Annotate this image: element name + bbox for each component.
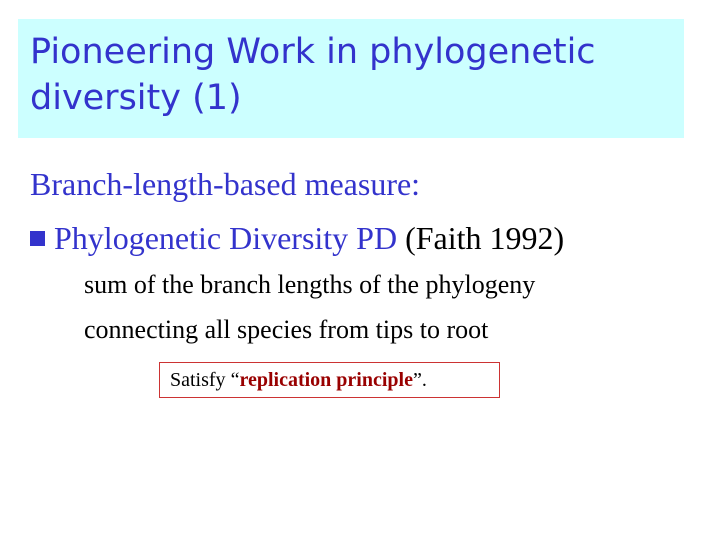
note-close-quote: ” xyxy=(412,369,422,391)
note-prefix: Satisfy xyxy=(170,369,231,391)
description-line-2: connecting all species from tips to root xyxy=(84,315,489,344)
note-open-quote: “ xyxy=(230,369,240,391)
note-suffix: . xyxy=(421,369,427,391)
square-bullet-icon xyxy=(30,231,45,246)
bullet-citation: (Faith 1992) xyxy=(405,220,565,256)
bullet-term: Phylogenetic Diversity PD xyxy=(54,220,398,256)
bullet-item xyxy=(30,218,564,258)
section-heading: Branch-length-based measure: xyxy=(30,166,421,202)
note-box xyxy=(159,362,500,398)
slide-title xyxy=(30,29,684,121)
title-banner xyxy=(18,19,684,138)
description-line-1: sum of the branch lengths of the phylogeny xyxy=(84,270,536,299)
slide-title-line-2: diversity (1) xyxy=(30,78,242,118)
slide-title-line-1: Pioneering Work in phylogenetic xyxy=(30,32,596,72)
note-emphasis: replication principle xyxy=(239,369,413,391)
